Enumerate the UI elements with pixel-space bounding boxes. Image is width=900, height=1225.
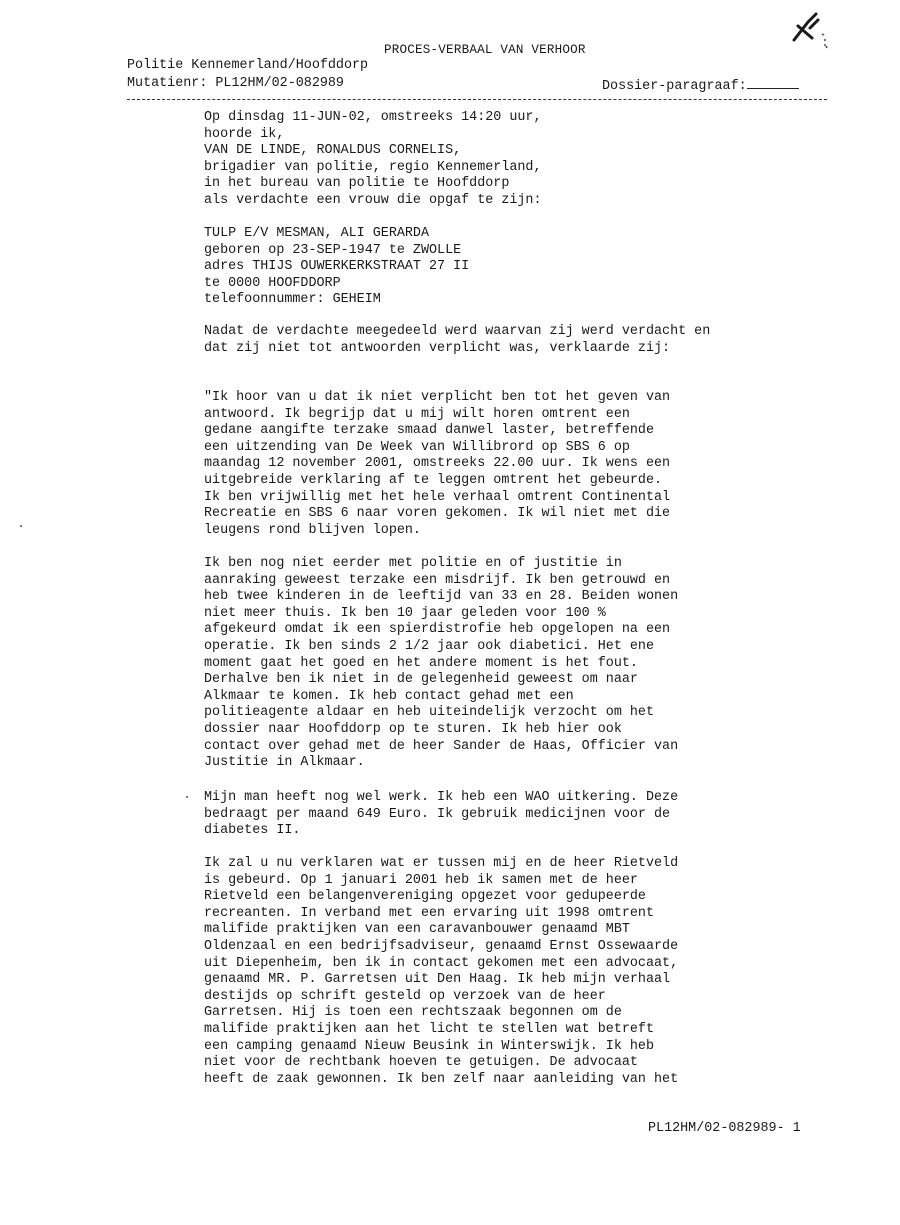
statement-paragraph-1: "Ik hoor van u dat ik niet verplicht ben tot het geven van antwoord. Ik begrijp dat u mij wilt horen omtrent een gedane aangifte terzake smaad danwel laster, betreffende een uitzending van De Week van Willibrord op SBS 6 op maandag 12 november 2001, omstreeks 22.00 uur. Ik wens een uitgebreide verklaring af te leggen omtrent het gebeurde. Ik ben vrijwillig met het hele verhaal omtrent Continental Recreatie en SBS 6 naar voren gekomen. Ik wil niet met die leugens rond blijven lopen. xyxy=(204,390,671,538)
mutation-number: Mutatienr: PL12HM/02-082989 xyxy=(127,76,344,91)
scan-speck xyxy=(824,44,826,46)
hearing-intro: Op dinsdag 11-JUN-02, omstreeks 14:20 uur, hoorde ik, VAN DE LINDE, RONALDUS CORNELIS, brigadier van politie, regio Kennemerland, in het bureau van politie te Hoofddorp als verdachte een vrouw die opgaf te zijn: xyxy=(204,110,542,208)
dossier-blank-line xyxy=(747,76,799,89)
page-number: PL12HM/02-082989- 1 xyxy=(648,1121,801,1136)
dossier-label: Dossier-paragraaf: xyxy=(602,79,747,94)
statement-paragraph-3: Mijn man heeft nog wel werk. Ik heb een WAO uitkering. Deze bedraagt per maand 649 Euro. Ik gebruik medicijnen voor de diabetes II. xyxy=(204,790,679,839)
header-divider xyxy=(127,99,827,100)
suspect-details: TULP E/V MESMAN, ALI GERARDA geboren op 23-SEP-1947 te ZWOLLE adres THIJS OUWERKERKSTRAAT 27 II te 0000 HOOFDDORP telefoonnummer: GEHEIM xyxy=(204,226,470,308)
document-title: PROCES-VERBAAL VAN VERHOOR xyxy=(384,43,586,57)
caution-statement: Nadat de verdachte meegedeeld werd waarvan zij werd verdacht en dat zij niet tot antwoorden verplicht was, verklaarde zij: xyxy=(204,324,711,356)
organization-line: Politie Kennemerland/Hoofddorp xyxy=(127,58,369,73)
dossier-paragraph-field xyxy=(602,76,799,94)
scribble-mark-icon xyxy=(788,8,838,54)
scan-speck xyxy=(20,525,22,527)
statement-paragraph-4: Ik zal u nu verklaren wat er tussen mij en de heer Rietveld is gebeurd. Op 1 januari 2001 heb ik samen met de heer Rietveld een belangenvereniging opgezet voor gedupeerde recreanten. In verband met een ervaring uit 1998 omtrent malifide praktijken van een caravanbouwer genaamd MBT Oldenzaal en een bedrijfsadviseur, genaamd Ernst Ossewaarde uit Diepenheim, ben ik in contact gekomen met een advocaat, genaamd MR. P. Garretsen uit Den Haag. Ik heb mijn verhaal destijds op schrift gesteld op verzoek van de heer Garretsen. Hij is toen een rechtszaak begonnen om de malifide praktijken aan het licht te stellen wat betreft een camping genaamd Nieuw Beusink in Winterswijk. Ik heb niet voor de rechtbank hoeven te getuigen. De advocaat heeft de zaak gewonnen. Ik ben zelf naar aanleiding van het xyxy=(204,856,679,1087)
scan-speck xyxy=(186,796,188,798)
statement-paragraph-2: Ik ben nog niet eerder met politie en of justitie in aanraking geweest terzake een misdrijf. Ik ben getrouwd en heb twee kinderen in de leeftijd van 33 en 28. Beiden wonen niet meer thuis. Ik ben 10 jaar geleden voor 100 % afgekeurd omdat ik een spierdistrofie heb opgelopen na een operatie. Ik ben sinds 2 1/2 jaar ook diabetici. Het ene moment gaat het goed en het andere moment is het fout. Derhalve ben ik niet in de gelegenheid geweest om naar Alkmaar te komen. Ik heb contact gehad met een politieagente aldaar en heb uiteindelijk verzocht om het dossier naar Hoofddorp op te sturen. Ik heb hier ook contact over gehad met de heer Sander de Haas, Officier van Justitie in Alkmaar. xyxy=(204,556,679,771)
